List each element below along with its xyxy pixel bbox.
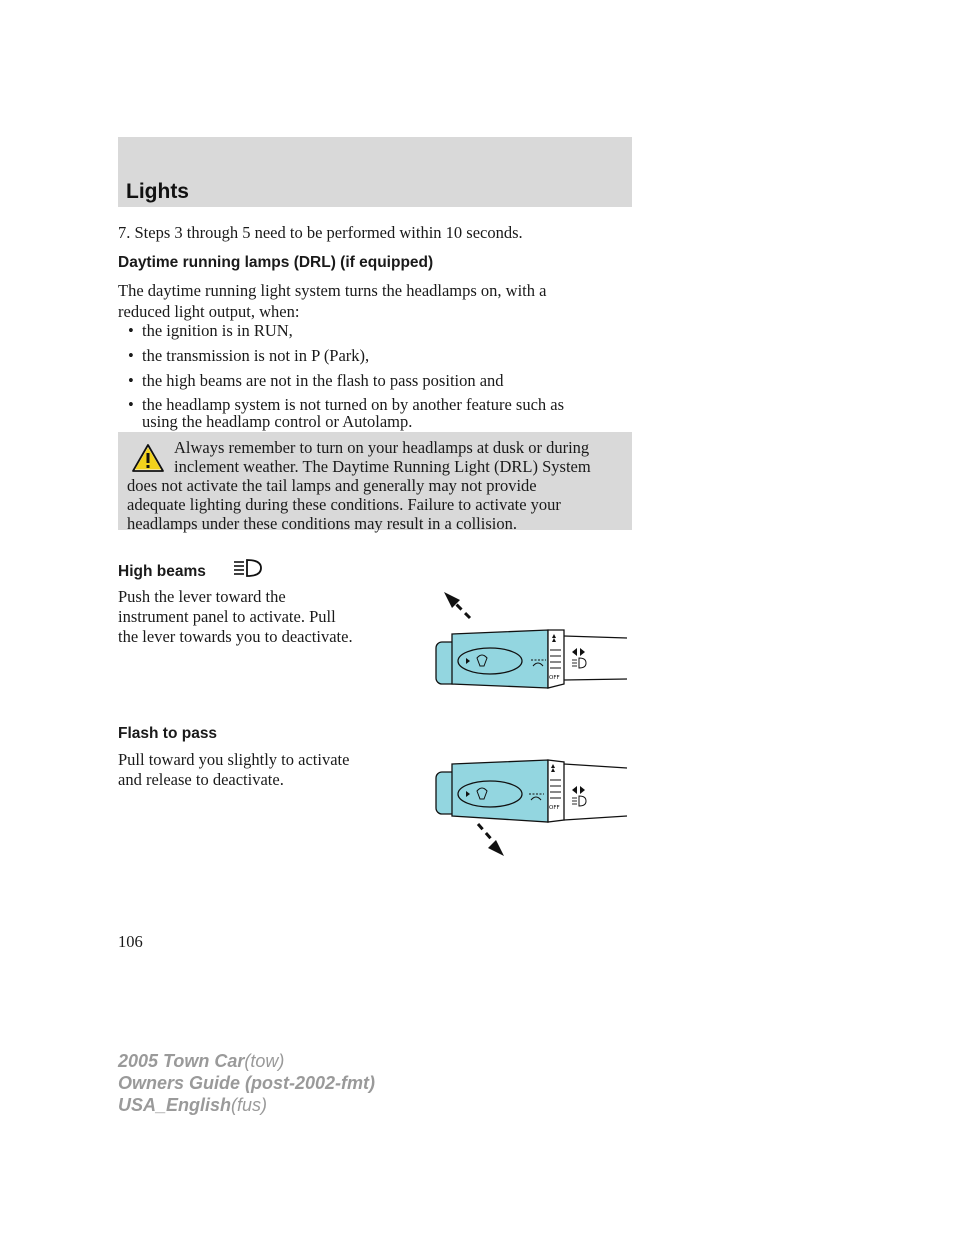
flash-to-pass-line-2: and release to deactivate.: [118, 770, 284, 789]
drl-intro-line-1: The daytime running light system turns the headlamps on, with a: [118, 281, 547, 300]
drl-bullet-4-continuation: using the headlamp control or Autolamp.: [142, 412, 413, 431]
section-header-band: [118, 137, 632, 207]
warning-line-4: adequate lighting during these conditions. Failure to activate your: [127, 495, 561, 514]
high-beams-lever-illustration: [430, 588, 630, 698]
high-beams-line-3: the lever towards you to deactivate.: [118, 627, 353, 646]
bullet-text: the high beams are not in the flash to pass position and: [142, 371, 504, 390]
bullet-dot: •: [128, 371, 134, 390]
bullet-text: the headlamp system is not turned on by another feature such as: [142, 395, 565, 414]
footer-model: 2005 Town Car: [118, 1051, 245, 1071]
warning-line-2: inclement weather. The Daytime Running Light (DRL) System: [174, 457, 591, 476]
high-beams-heading: High beams: [118, 563, 206, 580]
bullet-text: the transmission is not in P (Park),: [142, 346, 370, 365]
flash-to-pass-line-1: Pull toward you slightly to activate: [118, 750, 350, 769]
drl-intro-line-2: reduced light output, when:: [118, 302, 300, 321]
lever-off-label: OFF: [549, 805, 560, 811]
bullet-text: the ignition is in RUN,: [142, 321, 293, 340]
section-title: Lights: [126, 180, 189, 203]
warning-line-3: does not activate the tail lamps and generally may not provide: [127, 476, 537, 495]
flash-to-pass-heading: Flash to pass: [118, 725, 218, 742]
footer-line-1: [118, 1051, 284, 1072]
footer-language-code: (fus): [231, 1095, 268, 1115]
footer-guide: Owners Guide (post-2002-fmt): [118, 1073, 376, 1093]
bullet-dot: •: [128, 395, 134, 414]
footer-model-code: (tow): [244, 1051, 285, 1071]
high-beams-line-2: instrument panel to activate. Pull: [118, 607, 336, 626]
page-number: 106: [118, 932, 143, 951]
pull-arrow-icon: [478, 824, 504, 856]
warning-triangle-icon: [131, 443, 165, 473]
step-7-text: 7. Steps 3 through 5 need to be performed within 10 seconds.: [118, 223, 523, 242]
footer-line-3: [118, 1095, 267, 1116]
high-beams-line-1: Push the lever toward the: [118, 587, 286, 606]
bullet-dot: •: [128, 321, 134, 340]
bullet-dot: •: [128, 346, 134, 365]
drl-heading: Daytime running lamps (DRL) (if equipped): [118, 254, 434, 271]
footer-language: USA_English: [118, 1095, 232, 1115]
lever-off-label: OFF: [549, 675, 560, 681]
high-beam-icon: [233, 558, 263, 578]
push-arrow-icon: [444, 592, 470, 618]
warning-line-1: Always remember to turn on your headlamps at dusk or during: [174, 438, 590, 457]
warning-line-5: headlamps under these conditions may result in a collision.: [127, 514, 517, 533]
flash-to-pass-lever-illustration: [430, 750, 630, 860]
footer-line-2: [118, 1073, 375, 1094]
